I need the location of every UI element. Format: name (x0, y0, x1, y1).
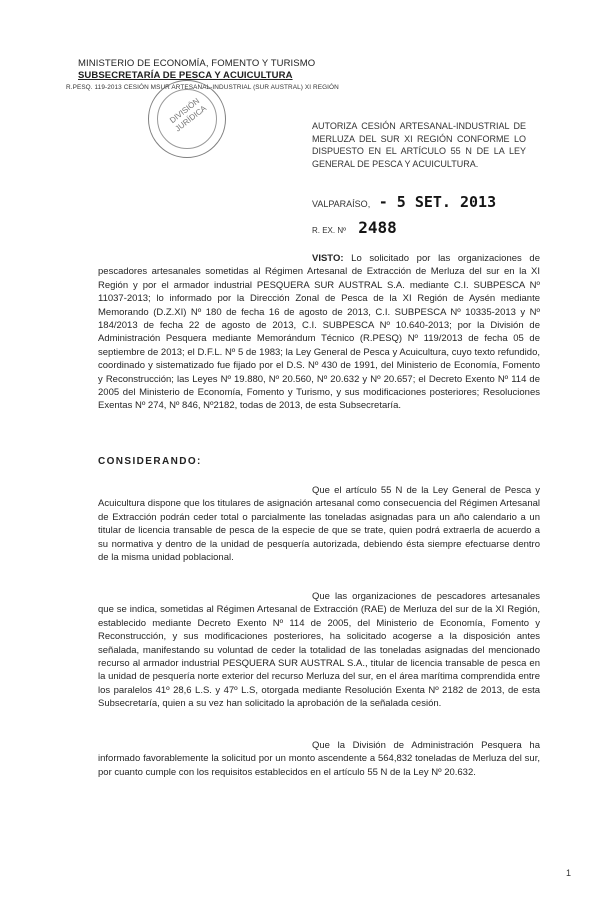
resolution-number-value: 2488 (358, 218, 397, 237)
considerando-paragraph-text: Que las organizaciones de pescadores artesanales que se indica, sometidas al Régimen Artesanal de Extracción (RAE) de Merluza del sur de la XI Región, establecido mediante Decreto Exento Nº 114 de 2005, del Ministerio de Economía, Fomento y Reconstrucción, y sus modificaciones posteriores, ha solicitado acogerse a la disposición antes señalada, manifestando su voluntad de ceder la totalidad de las toneladas asignadas del mencionado recurso al armador industrial PESQUERA SUR AUSTRAL S.A., titular de licencia transable de pesca en la unidad de pesquería norte exterior del recurso Merluza del sur, en el área marítima comprendida entre los paralelos 41º 28,6 L.S. y 47º L.S, otorgada mediante Resolución Exenta Nº 2182 de 2013, de esta Subsecretaría, quien a su vez han solicitado la aprobación de la señalada cesión. (98, 591, 540, 710)
page-number: 1 (566, 868, 572, 878)
dateline-date: - 5 SET. 2013 (378, 193, 497, 211)
ministry-name: MINISTERIO DE ECONOMÍA, FOMENTO Y TURISMO (78, 58, 316, 69)
visto-text: Lo solicitado por las organizaciones de pescadores artesanales sometidas al Régimen Artesanal de Extracción de Merluza del sur en la XI Región y por el armador industrial PESQUERA SUR AUSTRAL S.A. mediante C.I. SUBPESCA Nº 11037-2013; lo informado por la Dirección Zonal de Pesca de la XI Región de Aysén mediante Memorando (D.Z.XI) Nº 180 de fecha 16 de agosto de 2013, C.I. SUBPESCA Nº 10335-2013 y Nº 184/2013 de fecha 22 de agosto de 2013, C.I. SUBPESCA Nº 10.640-2013; por la División de Administración Pesquera mediante Memorándum Técnico (R.PESQ) Nº 119/2013 de fecha 05 de septiembre de 2013; el D.F.L. Nº 5 de 1983; la Ley General de Pesca y Acuicultura, cuyo texto refundido, coordinado y sistematizado fue fijado por el D.S. Nº 430 de 1991, del Ministerio de Economía, Fomento y Reconstrucción; las Leyes Nº 19.880, Nº 20.560, Nº 20.632 y Nº 20.657; el Decreto Exento Nº 114 de 2005 del Ministerio de Economía, Fomento y Turismo, y sus modificaciones posteriores; Resoluciones Exentas Nº 274, Nº 846, Nº2182, todas de 2013, de esta Subsecretaría. (98, 253, 541, 412)
considerando-paragraph (98, 739, 540, 779)
subsecretariat-name: SUBSECRETARÍA DE PESCA Y ACUICULTURA (78, 70, 293, 81)
resolution-summary: AUTORIZA CESIÓN ARTESANAL-INDUSTRIAL DE MERLUZA DEL SUR XI REGIÓN CONFORME LO DISPUESTO EN EL ARTÍCULO 55 N DE LA LEY GENERAL DE PESCA Y ACUICULTURA. (312, 121, 526, 169)
considerando-paragraph (98, 484, 540, 564)
considerando-paragraph (98, 590, 540, 711)
considerando-heading: CONSIDERANDO: (98, 456, 202, 467)
document-reference: R.PESQ. 119-2013 CESIÓN MSUR ARTESANAL-INDUSTRIAL (SUR AUSTRAL) XI REGIÓN (66, 84, 339, 91)
official-stamp (148, 80, 226, 158)
dateline-place: VALPARAÍSO, (312, 199, 371, 209)
visto-paragraph (98, 252, 540, 413)
considerando-paragraph-text: Que la División de Administración Pesquera ha informado favorablemente la solicitud por un monto ascendente a 564,832 toneladas de Merluza del sur, por cuanto cumple con los requisitos establecidos en el artículo 55 N de la Ley Nº 20.632. (98, 740, 540, 778)
resolution-number (312, 218, 397, 237)
stamp-text: DIVISIÓN JURÍDICA (168, 96, 209, 134)
dateline (312, 193, 496, 211)
resolution-number-label: R. EX. Nº (312, 226, 347, 235)
considerando-paragraph-text: Que el artículo 55 N de la Ley General de Pesca y Acuicultura dispone que los titulares de asignación artesanal como consecuencia del Régimen Artesanal de Extracción podrán ceder total o parcialmente las toneladas asignadas para un año calendario a un titular de licencia transable de pesca de la especie de que se trate, quien podrá extraerla de acuerdo a su normativa y dentro de la unidad de pesquería autorizada, debiendo ésta siempre efectuarse dentro de la misma unidad poblacional. (98, 485, 540, 564)
visto-label: VISTO: (312, 253, 344, 264)
